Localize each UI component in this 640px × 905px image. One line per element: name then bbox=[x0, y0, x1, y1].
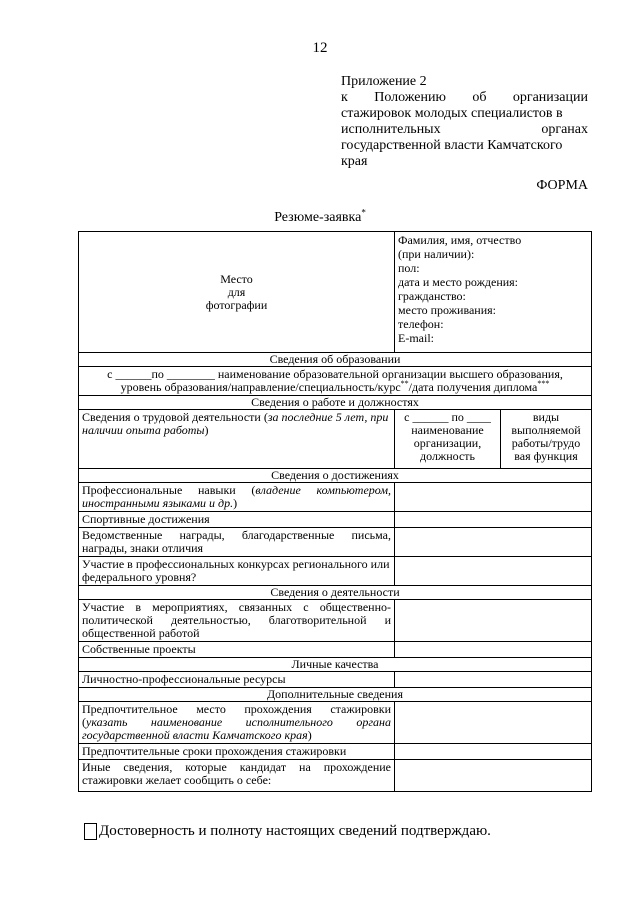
form-row bbox=[79, 744, 592, 760]
internship-dates-label-cell: Предпочтительные сроки прохождения стажировки bbox=[79, 744, 395, 760]
page-number: 12 bbox=[312, 40, 328, 56]
form-row bbox=[79, 483, 592, 512]
work-header: Сведения о работе и должностях bbox=[79, 396, 592, 410]
form-row bbox=[79, 528, 592, 557]
internship-place-label: Предпочтительное место прохождения стажировки ( bbox=[82, 702, 391, 729]
contests-value-cell[interactable] bbox=[395, 557, 592, 586]
section-header-row bbox=[79, 688, 592, 702]
appendix-line: к Положению об организации bbox=[341, 90, 588, 105]
work-row bbox=[79, 410, 592, 469]
education-text: /дата получения диплома bbox=[408, 380, 538, 394]
form-row bbox=[79, 642, 592, 658]
section-header-row bbox=[79, 469, 592, 483]
form-label: ФОРМА bbox=[536, 178, 588, 193]
skills-label: Профессиональные навыки ( bbox=[82, 483, 256, 497]
other-info-value-cell[interactable] bbox=[395, 760, 592, 792]
work-period-label: с ______ по ____ bbox=[404, 410, 491, 424]
projects-label-cell: Собственные проекты bbox=[79, 642, 395, 658]
education-line: с ______по ________ наименование образовательной организации высшего образования, bbox=[107, 367, 563, 381]
footnote-mark: *** bbox=[537, 379, 550, 388]
appendix-line: исполнительных органах bbox=[341, 122, 588, 137]
appendix-line: стажировок молодых специалистов в bbox=[341, 106, 563, 121]
section-header-row bbox=[79, 658, 592, 672]
work-label: Сведения о трудовой деятельности ( bbox=[82, 410, 268, 424]
additional-header: Дополнительные сведения bbox=[79, 688, 592, 702]
work-label-cell bbox=[79, 410, 395, 469]
education-row bbox=[79, 367, 592, 396]
confirmation-text: Достоверность и полноту настоящих сведений подтверждаю. bbox=[99, 823, 491, 839]
section-header-row bbox=[79, 396, 592, 410]
field-birth: дата и место рождения: bbox=[398, 275, 519, 289]
confirmation-checkbox[interactable] bbox=[84, 823, 97, 840]
public-activity-label-cell: Участие в мероприятиях, связанных с общественно-политической деятельностью, благотворительной и общественной работой bbox=[79, 600, 395, 642]
personal-fields-cell[interactable] bbox=[395, 232, 592, 353]
form-row bbox=[79, 512, 592, 528]
work-organization-cell[interactable] bbox=[395, 410, 501, 469]
education-text: уровень образования/направление/специальность/курс bbox=[120, 380, 401, 394]
other-info-label-cell: Иные сведения, которые кандидат на прохождение стажировки желает сообщить о себе: bbox=[79, 760, 395, 792]
form-row bbox=[79, 702, 592, 744]
confirmation-line bbox=[84, 823, 491, 840]
internship-place-label-cell bbox=[79, 702, 395, 744]
projects-value-cell[interactable] bbox=[395, 642, 592, 658]
resources-label-cell: Личностно-профессиональные ресурсы bbox=[79, 672, 395, 688]
work-organization-label: наименование bbox=[411, 423, 484, 437]
work-function-label: виды bbox=[532, 410, 560, 424]
skills-label-cell bbox=[79, 483, 395, 512]
internship-place-note: указать наименование исполнительного органа государственной власти Камчатского края bbox=[82, 715, 391, 742]
personal-qualities-header: Личные качества bbox=[79, 658, 592, 672]
field-email: E-mail: bbox=[398, 331, 434, 345]
footnote-mark: * bbox=[361, 207, 366, 218]
skills-note: владение компьютером, иностранными языками и др. bbox=[82, 483, 391, 510]
appendix-line: Приложение 2 bbox=[341, 74, 427, 89]
work-position-label: должность bbox=[420, 449, 475, 463]
appendix-line: государственной власти Камчатского bbox=[341, 138, 563, 153]
work-function-cell[interactable] bbox=[501, 410, 592, 469]
section-header-row bbox=[79, 586, 592, 600]
photo-label: для bbox=[227, 284, 246, 299]
photo-label: Место bbox=[220, 271, 253, 286]
public-activity-value-cell[interactable] bbox=[395, 600, 592, 642]
personal-info-row bbox=[79, 232, 592, 353]
form-row bbox=[79, 557, 592, 586]
achievements-header: Сведения о достижениях bbox=[79, 469, 592, 483]
resources-value-cell[interactable] bbox=[395, 672, 592, 688]
field-full-name: Фамилия, имя, отчество bbox=[398, 233, 522, 247]
sports-label-cell: Спортивные достижения bbox=[79, 512, 395, 528]
education-line bbox=[82, 381, 588, 394]
activity-header: Сведения о деятельности bbox=[79, 586, 592, 600]
contests-label-cell: Участие в профессиональных конкурсах регионального или федерального уровня? bbox=[79, 557, 395, 586]
work-function-label: работы/трудо bbox=[511, 436, 581, 450]
field-phone: телефон: bbox=[398, 317, 444, 331]
skills-label: ) bbox=[233, 496, 238, 510]
section-header-row bbox=[79, 353, 592, 367]
document-title-text: Резюме-заявка bbox=[274, 210, 362, 225]
form-row bbox=[79, 600, 592, 642]
appendix-header bbox=[341, 74, 588, 170]
document-title bbox=[0, 207, 640, 226]
awards-value-cell[interactable] bbox=[395, 528, 592, 557]
field-residence: место проживания: bbox=[398, 303, 496, 317]
field-citizenship: гражданство: bbox=[398, 289, 466, 303]
work-organization-label: организации, bbox=[413, 436, 482, 450]
form-row bbox=[79, 760, 592, 792]
work-label-note: за последние 5 лет, при наличии опыта работы bbox=[82, 410, 389, 437]
photo-label: фотографии bbox=[205, 297, 268, 312]
work-function-label: вая функция bbox=[514, 449, 578, 463]
awards-label-cell: Ведомственные награды, благодарственные письма, награды, знаки отличия bbox=[79, 528, 395, 557]
photo-placeholder[interactable] bbox=[79, 232, 395, 353]
appendix-line: края bbox=[341, 154, 368, 169]
education-header: Сведения об образовании bbox=[79, 353, 592, 367]
internship-dates-value-cell[interactable] bbox=[395, 744, 592, 760]
field-gender: пол: bbox=[398, 261, 420, 275]
work-label: ) bbox=[204, 423, 209, 437]
internship-place-value-cell[interactable] bbox=[395, 702, 592, 744]
resume-form-table bbox=[78, 231, 592, 792]
internship-place-label: ) bbox=[307, 728, 312, 742]
field-full-name-note: (при наличии): bbox=[398, 247, 475, 261]
skills-value-cell[interactable] bbox=[395, 483, 592, 512]
form-row bbox=[79, 672, 592, 688]
footnote-mark: ** bbox=[400, 379, 409, 388]
work-function-label: выполняемой bbox=[511, 423, 581, 437]
education-cell[interactable] bbox=[79, 367, 592, 396]
sports-value-cell[interactable] bbox=[395, 512, 592, 528]
